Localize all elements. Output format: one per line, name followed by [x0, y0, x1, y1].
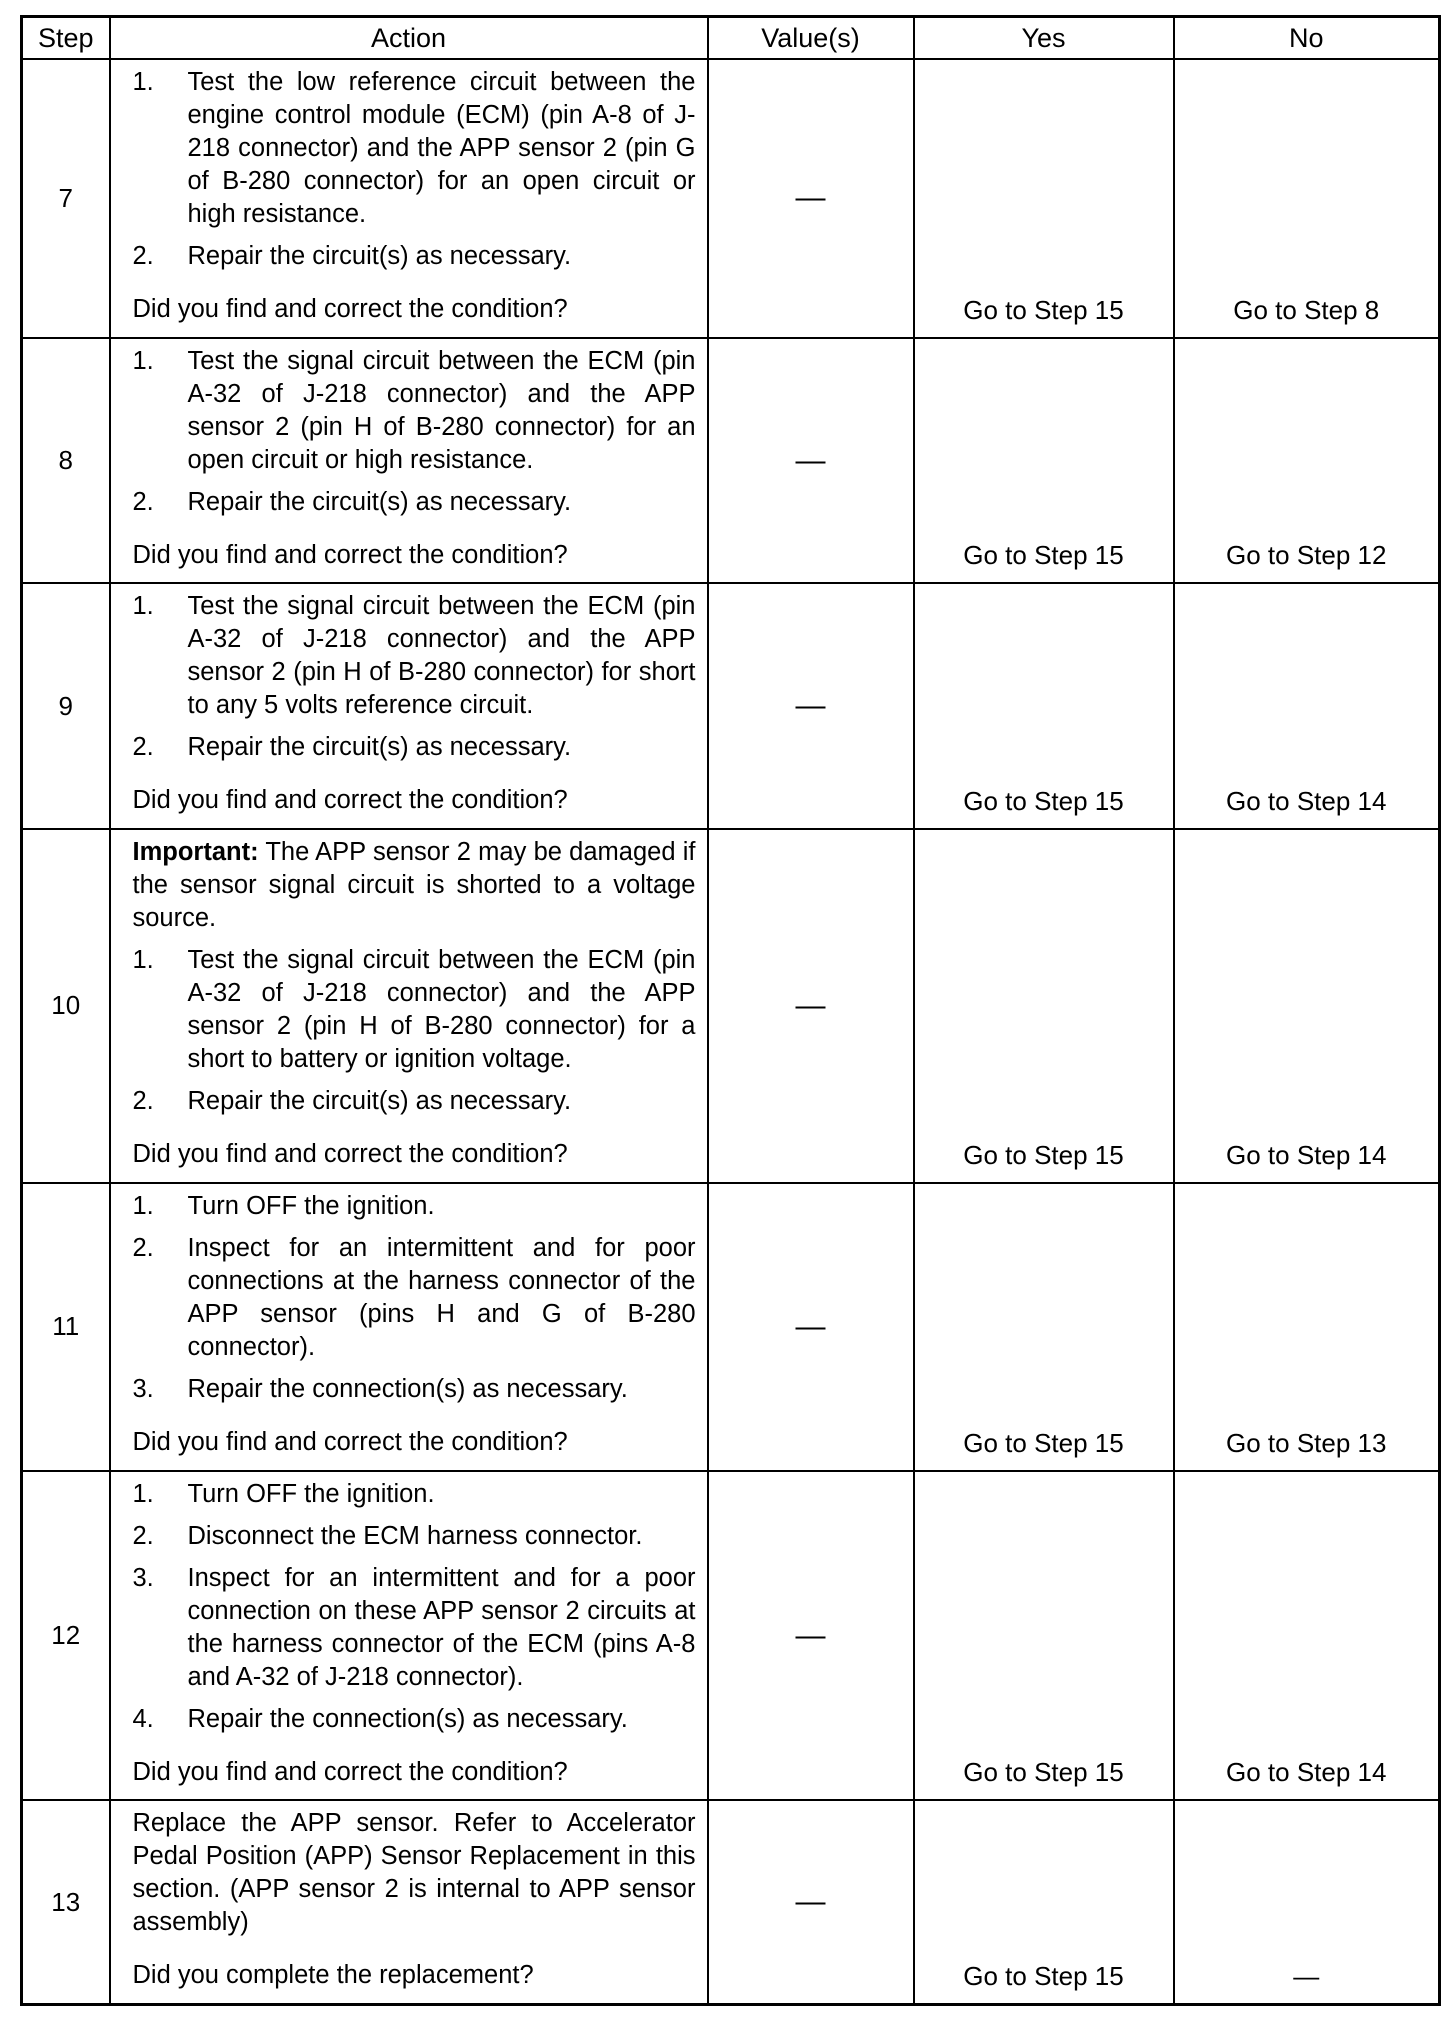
yes-result: Go to Step 15 — [914, 1183, 1174, 1471]
table-row — [22, 59, 1440, 338]
step-number: 12 — [22, 1471, 110, 1801]
table-body — [22, 59, 1440, 2005]
step-number: 7 — [22, 59, 110, 338]
header-yes: Yes — [914, 17, 1174, 60]
action-question: Did you find and correct the condition? — [132, 1757, 568, 1786]
item-number: 2. — [132, 1233, 154, 1262]
value-cell: — — [708, 1183, 914, 1471]
yes-result: Go to Step 15 — [914, 1471, 1174, 1801]
yes-result: Go to Step 15 — [914, 583, 1174, 829]
important-label: Important: — [132, 837, 259, 866]
action-item — [133, 66, 696, 231]
header-step: Step — [22, 17, 110, 60]
item-text: Turn OFF the ignition. — [187, 1479, 435, 1508]
table-row — [22, 1183, 1440, 1471]
item-text: Turn OFF the ignition. — [187, 1191, 435, 1220]
item-number: 1. — [132, 346, 154, 375]
step-number: 8 — [22, 338, 110, 584]
item-number: 2. — [132, 1086, 154, 1115]
action-item — [133, 731, 696, 764]
table-row — [22, 1471, 1440, 1801]
item-number: 3. — [132, 1374, 154, 1403]
header-no: No — [1174, 17, 1440, 60]
item-text: Inspect for an intermittent and for poor connections at the harness connector of the APP sensor (pins H and G of B-280 connector). — [187, 1233, 696, 1361]
no-result: Go to Step 8 — [1174, 59, 1440, 338]
action-question: Did you find and correct the condition? — [132, 295, 568, 323]
item-text: Test the signal circuit between the ECM (pin A-32 of J-218 connector) and the APP sensor 2 (pin H of B-280 connector) for short to any 5 volts reference circuit. — [187, 592, 696, 720]
item-number: 1. — [132, 68, 154, 96]
step-number: 9 — [22, 583, 110, 829]
action-item — [133, 1085, 696, 1118]
action-question: Did you find and correct the condition? — [132, 1139, 568, 1168]
action-question: Did you complete the replacement? — [132, 1961, 534, 1990]
action-question: Did you find and correct the condition? — [132, 1427, 568, 1456]
action-item — [133, 345, 696, 477]
action-item — [133, 1373, 696, 1406]
no-result: Go to Step 12 — [1174, 338, 1440, 584]
item-number: 2. — [132, 1521, 154, 1550]
item-text: Repair the circuit(s) as necessary. — [187, 733, 572, 762]
value-cell: — — [708, 338, 914, 584]
item-number: 2. — [132, 733, 154, 762]
header-row — [22, 17, 1440, 60]
no-result: Go to Step 14 — [1174, 583, 1440, 829]
action-cell — [110, 829, 708, 1183]
header-action: Action — [110, 17, 708, 60]
important-note — [133, 836, 696, 935]
action-cell — [110, 1471, 708, 1801]
action-item — [133, 590, 696, 722]
item-text: Inspect for an intermittent and for a poor connection on these APP sensor 2 circuits at the harness connector of the ECM (pins A-8 and A-32 of J-218 connector). — [187, 1563, 696, 1691]
item-number: 4. — [132, 1704, 154, 1733]
item-text: Test the signal circuit between the ECM (pin A-32 of J-218 connector) and the APP sensor 2 (pin H of B-280 connector) for an open circuit or high resistance. — [187, 346, 696, 474]
action-question: Did you find and correct the condition? — [132, 786, 568, 815]
no-result: Go to Step 14 — [1174, 829, 1440, 1183]
step-number: 10 — [22, 829, 110, 1183]
value-cell: — — [708, 1471, 914, 1801]
yes-result: Go to Step 15 — [914, 338, 1174, 584]
diagnostic-table — [20, 15, 1441, 2006]
action-item — [133, 1520, 696, 1553]
action-item — [133, 486, 696, 519]
item-text: Repair the connection(s) as necessary. — [187, 1704, 628, 1733]
action-cell — [110, 338, 708, 584]
value-cell: — — [708, 829, 914, 1183]
item-number: 1. — [132, 1191, 154, 1220]
no-result: Go to Step 13 — [1174, 1183, 1440, 1471]
item-text: Repair the connection(s) as necessary. — [187, 1374, 628, 1403]
action-cell — [110, 1800, 708, 2004]
no-result: Go to Step 14 — [1174, 1471, 1440, 1801]
yes-result: Go to Step 15 — [914, 59, 1174, 338]
item-number: 3. — [132, 1563, 154, 1592]
table-row — [22, 338, 1440, 584]
item-text: Test the low reference circuit between the engine control module (ECM) (pin A-8 of J-218 connector) and the APP sensor 2 (pin G of B-280 connector) for an open circuit or high resistance. — [187, 68, 696, 228]
item-number: 1. — [132, 945, 154, 974]
action-item — [133, 1478, 696, 1511]
table-row — [22, 1800, 1440, 2004]
item-number: 2. — [132, 242, 154, 270]
value-cell: — — [708, 583, 914, 829]
item-text: Repair the circuit(s) as necessary. — [187, 242, 572, 270]
action-item — [133, 1190, 696, 1223]
item-number: 2. — [132, 487, 154, 516]
action-cell — [110, 1183, 708, 1471]
action-question: Did you find and correct the condition? — [132, 540, 568, 569]
step-number: 13 — [22, 1800, 110, 2004]
item-text: Repair the circuit(s) as necessary. — [187, 487, 572, 516]
item-text: Disconnect the ECM harness connector. — [187, 1521, 643, 1550]
action-item — [133, 1232, 696, 1364]
action-item — [133, 240, 696, 273]
header-values: Value(s) — [708, 17, 914, 60]
table-row — [22, 583, 1440, 829]
action-item — [133, 1562, 696, 1694]
action-cell — [110, 583, 708, 829]
action-paragraph: Replace the APP sensor. Refer to Accelerator Pedal Position (APP) Sensor Replacement in this section. (APP sensor 2 is internal to APP sensor assembly) — [132, 1809, 696, 1937]
value-cell: — — [708, 59, 914, 338]
no-result: — — [1174, 1800, 1440, 2004]
item-number: 1. — [132, 1479, 154, 1508]
yes-result: Go to Step 15 — [914, 829, 1174, 1183]
table-row — [22, 829, 1440, 1183]
item-number: 1. — [132, 592, 154, 621]
item-text: Test the signal circuit between the ECM (pin A-32 of J-218 connector) and the APP sensor 2 (pin H of B-280 connector) for a short to battery or ignition voltage. — [187, 945, 696, 1073]
important-text: The APP sensor 2 may be damaged if the sensor signal circuit is shorted to a voltage source. — [132, 837, 696, 932]
item-text: Repair the circuit(s) as necessary. — [187, 1086, 572, 1115]
action-item — [133, 1703, 696, 1736]
action-item — [133, 944, 696, 1076]
value-cell: — — [708, 1800, 914, 2004]
action-cell — [110, 59, 708, 338]
yes-result: Go to Step 15 — [914, 1800, 1174, 2004]
step-number: 11 — [22, 1183, 110, 1471]
